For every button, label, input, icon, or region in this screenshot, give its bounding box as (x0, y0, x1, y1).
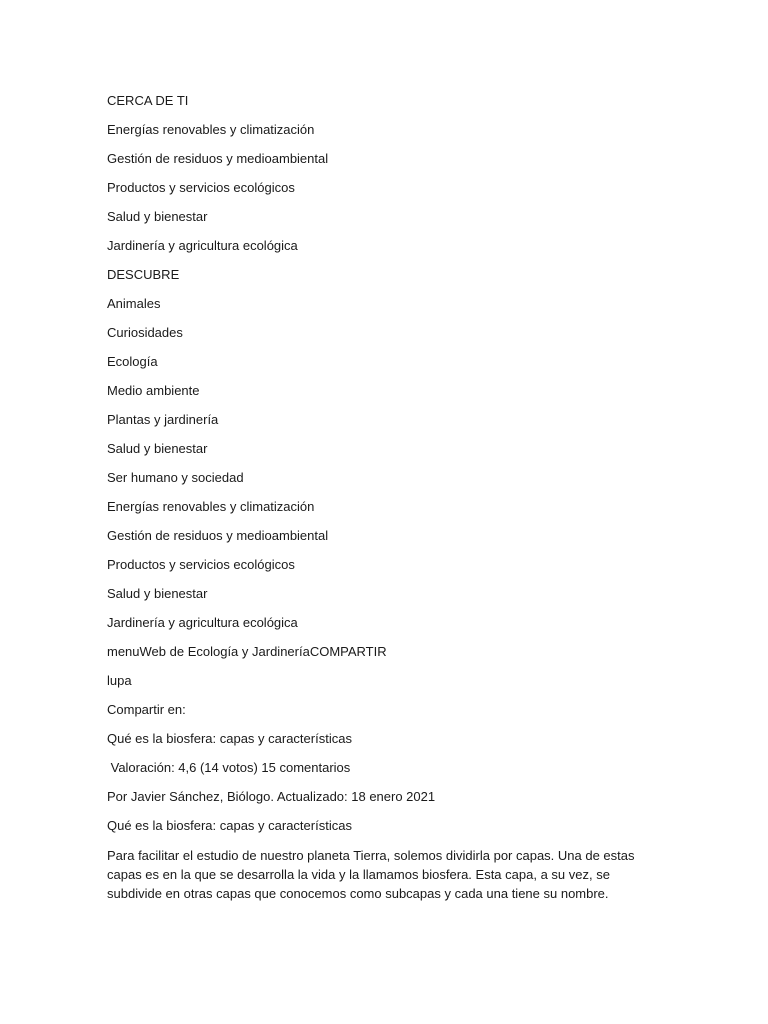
text-line: Productos y servicios ecológicos (107, 557, 295, 572)
text-line: Ecología (107, 354, 158, 369)
text-line: Jardinería y agricultura ecológica (107, 238, 298, 253)
text-line: Medio ambiente (107, 383, 200, 398)
text-line: Ser humano y sociedad (107, 470, 244, 485)
text-line: Salud y bienestar (107, 209, 208, 224)
text-line: Salud y bienestar (107, 586, 208, 601)
text-line: lupa (107, 673, 132, 688)
text-line: Jardinería y agricultura ecológica (107, 615, 298, 630)
text-line: Salud y bienestar (107, 441, 208, 456)
text-line: Energías renovables y climatización (107, 122, 315, 137)
text-line: Gestión de residuos y medioambiental (107, 151, 329, 166)
text-line: Plantas y jardinería (107, 412, 219, 427)
rating-line: Valoración: 4,6 (14 votos) 15 comentarios (107, 760, 351, 775)
text-line: Energías renovables y climatización (107, 499, 315, 514)
section-heading-cerca-de-ti: CERCA DE TI (107, 93, 189, 108)
article-subtitle: Qué es la biosfera: capas y características (107, 818, 352, 833)
document-page (107, 92, 667, 903)
intro-paragraph: Para facilitar el estudio de nuestro planeta Tierra, solemos dividirla por capas. Una de estas capas es en la que se desarrolla la vida y la llamamos biosfera. Esta capa, a su vez, se subdivide en otras capas que conocemos como subcapas y cada una tiene su nombre. (107, 848, 635, 901)
section-heading-descubre: DESCUBRE (107, 267, 180, 282)
site-title-line: menuWeb de Ecología y JardineríaCOMPARTIR (107, 644, 387, 659)
author-line: Por Javier Sánchez, Biólogo. Actualizado: 18 enero 2021 (107, 789, 436, 804)
text-line: Animales (107, 296, 161, 311)
text-line: Curiosidades (107, 325, 183, 340)
text-line: Productos y servicios ecológicos (107, 180, 295, 195)
share-label: Compartir en: (107, 702, 186, 717)
article-title: Qué es la biosfera: capas y características (107, 731, 352, 746)
text-line: Gestión de residuos y medioambiental (107, 528, 329, 543)
